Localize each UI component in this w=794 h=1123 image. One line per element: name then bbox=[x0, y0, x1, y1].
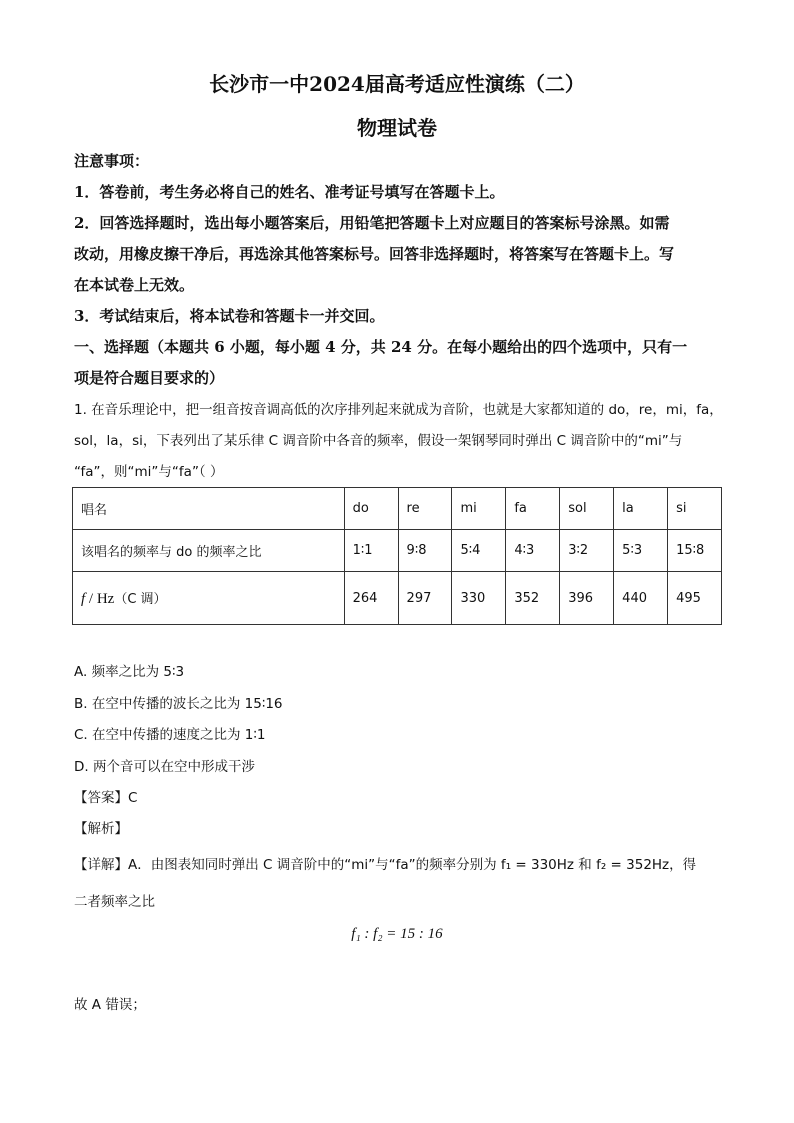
frequency-table bbox=[72, 487, 722, 625]
key-label: （C 调） bbox=[114, 592, 167, 607]
analysis-tag: 【解析】 bbox=[74, 821, 128, 837]
note-item-2-line-1: 2．回答选择题时，选出每小题答案后，用铅笔把答题卡上对应题目的答案标号涂黑。如需 bbox=[74, 214, 670, 232]
subject-title: 物理试卷 bbox=[357, 116, 437, 140]
table-cell: 9∶8 bbox=[398, 530, 452, 572]
note-item-2-line-3: 在本试卷上无效。 bbox=[74, 276, 195, 294]
section-heading-line-2: 项是符合题目要求的） bbox=[74, 369, 225, 387]
table-row bbox=[73, 488, 722, 530]
table-cell: do bbox=[344, 488, 398, 530]
table-cell: 唱名 bbox=[73, 488, 345, 530]
note-item-1: 1．答卷前，考生务必将自己的姓名、准考证号填写在答题卡上。 bbox=[74, 183, 505, 201]
table-cell: 297 bbox=[398, 572, 452, 625]
table-cell: fa bbox=[506, 488, 560, 530]
table-cell: 440 bbox=[614, 572, 668, 625]
detail-line-2: 二者频率之比 bbox=[74, 894, 155, 910]
option-b: B. 在空中传播的波长之比为 15∶16 bbox=[74, 696, 283, 712]
table-cell: 330 bbox=[452, 572, 506, 625]
table-cell: 1∶1 bbox=[344, 530, 398, 572]
frequency-symbol: f bbox=[81, 591, 86, 607]
table-cell: 495 bbox=[668, 572, 722, 625]
table-cell: 396 bbox=[560, 572, 614, 625]
detail-tag: 【详解】 bbox=[74, 857, 128, 873]
table-cell: re bbox=[398, 488, 452, 530]
ratio-equation: f₁ : f₂ = 15 : 16 bbox=[351, 926, 443, 942]
table-cell: si bbox=[668, 488, 722, 530]
table-cell: mi bbox=[452, 488, 506, 530]
frequency-unit: / Hz bbox=[85, 591, 115, 607]
table-row bbox=[73, 572, 722, 625]
exam-title: 长沙市一中2024届高考适应性演练（二） bbox=[209, 72, 585, 96]
question-1-line-1: 1. 在音乐理论中，把一组音按音调高低的次序排列起来就成为音阶，也就是大家都知道的 do，re，mi，fa， bbox=[74, 402, 723, 418]
table-cell: 264 bbox=[344, 572, 398, 625]
option-c: C. 在空中传播的速度之比为 1∶1 bbox=[74, 727, 266, 743]
question-1-line-2: sol，la，si，下表列出了某乐律 C 调音阶中各音的频率，假设一架钢琴同时弹出 C 调音阶中的“mi”与 bbox=[74, 433, 683, 449]
option-d: D. 两个音可以在空中形成干涉 bbox=[74, 759, 255, 775]
answer-tag: 【答案】 bbox=[74, 790, 128, 806]
table-cell: 4∶3 bbox=[506, 530, 560, 572]
table-cell: 该唱名的频率与 do 的频率之比 bbox=[73, 530, 345, 572]
detail-text: A．由图表知同时弹出 C 调音阶中的“mi”与“fa”的频率分别为 f₁ = 330Hz 和 f₂ = 352Hz，得 bbox=[128, 857, 697, 873]
note-item-2-line-2: 改动，用橡皮擦干净后，再选涂其他答案标号。回答非选择题时，将答案写在答题卡上。写 bbox=[74, 245, 675, 263]
table-row bbox=[73, 530, 722, 572]
notes-heading: 注意事项： bbox=[74, 152, 150, 170]
table-cell: 5∶4 bbox=[452, 530, 506, 572]
table-cell: 352 bbox=[506, 572, 560, 625]
answer-value: C bbox=[128, 790, 138, 806]
note-item-3: 3．考试结束后，将本试卷和答题卡一并交回。 bbox=[74, 307, 385, 325]
detail-line-1 bbox=[74, 855, 734, 875]
table-cell bbox=[73, 572, 345, 625]
table-cell: sol bbox=[560, 488, 614, 530]
frequency-unit-label bbox=[81, 591, 114, 607]
detail-conclusion: 故 A 错误； bbox=[74, 997, 146, 1013]
section-heading-line-1: 一、选择题（本题共 6 小题，每小题 4 分，共 24 分。在每小题给出的四个选项中，只有一 bbox=[74, 338, 688, 356]
question-1-line-3: “fa”，则“mi”与“fa”（ ） bbox=[74, 464, 224, 480]
table-cell: 3∶2 bbox=[560, 530, 614, 572]
table-cell: 5∶3 bbox=[614, 530, 668, 572]
answer-line bbox=[74, 788, 734, 808]
option-a: A. 频率之比为 5∶3 bbox=[74, 664, 185, 680]
table-cell: 15∶8 bbox=[668, 530, 722, 572]
table-cell: la bbox=[614, 488, 668, 530]
